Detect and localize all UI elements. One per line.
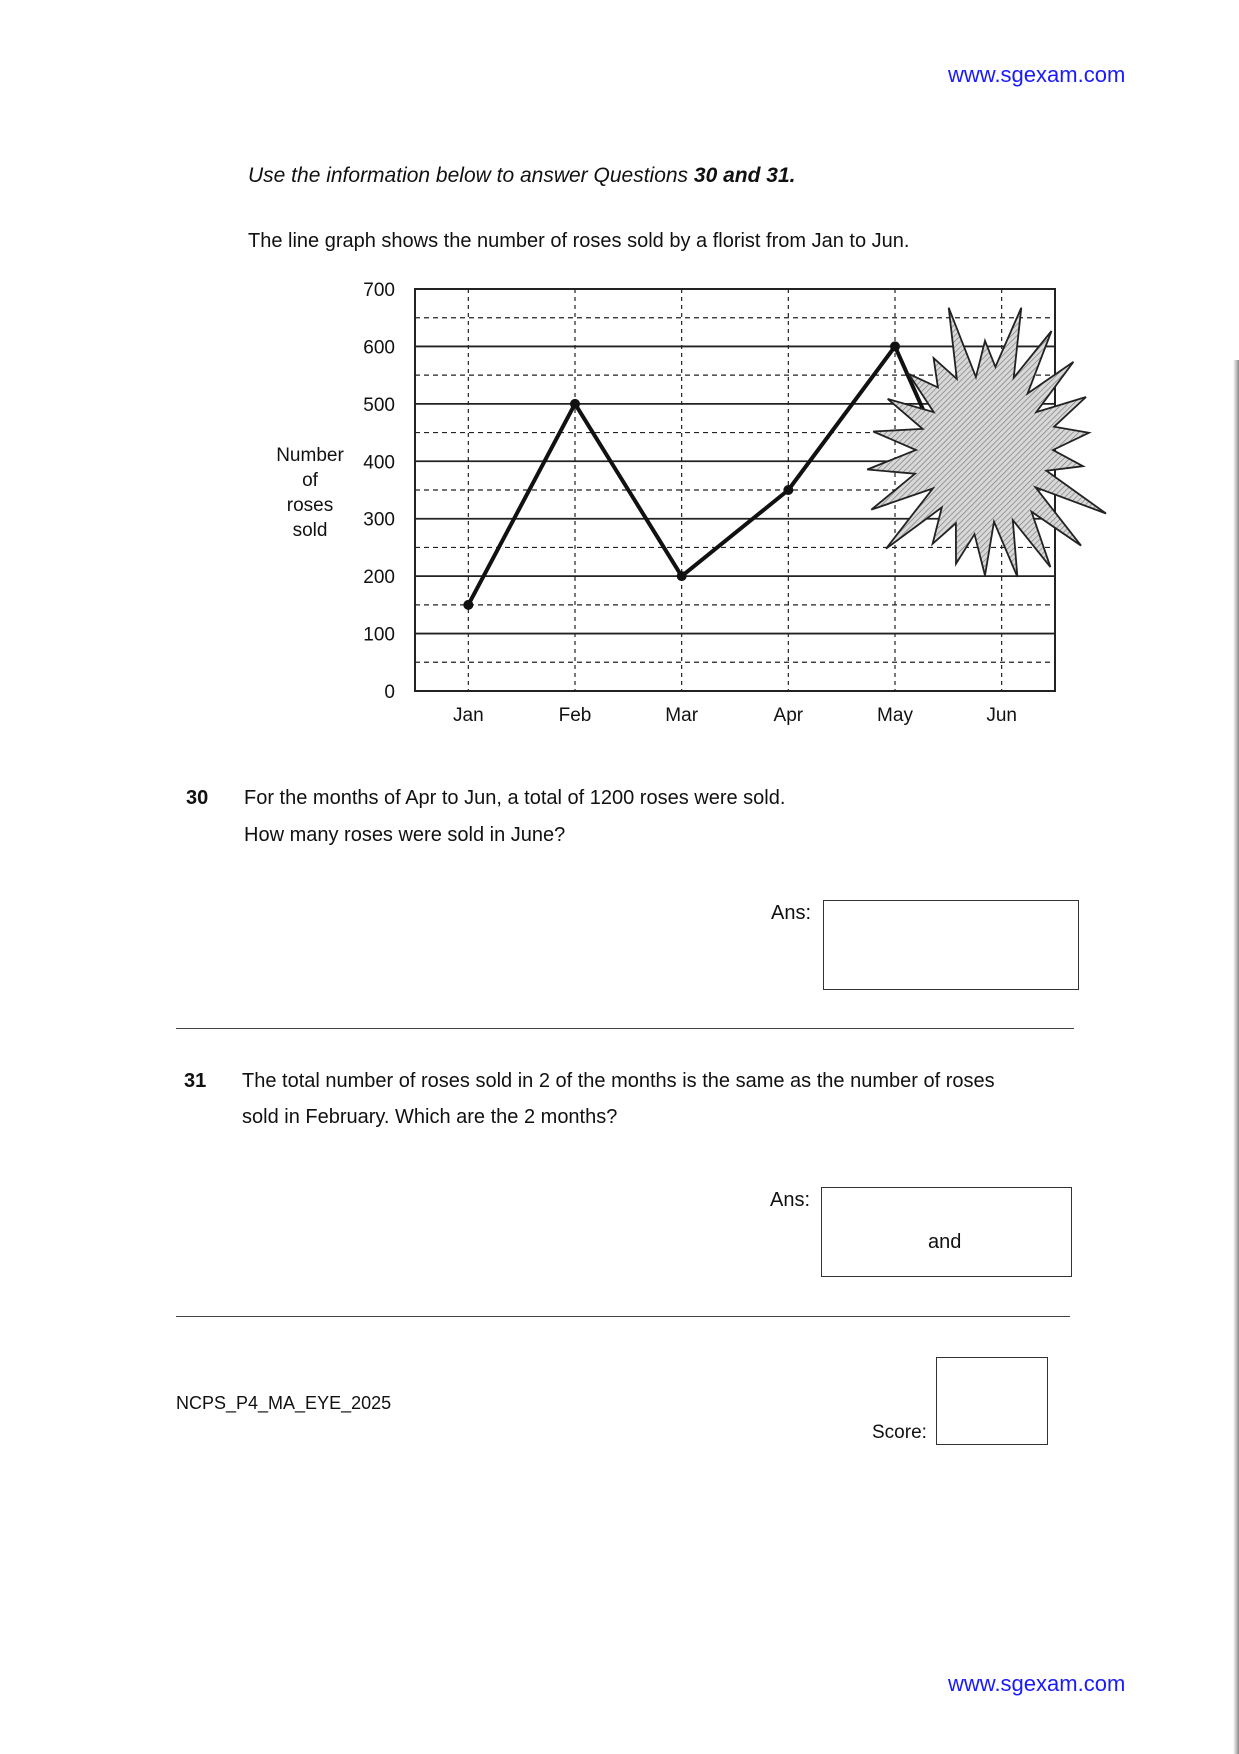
divider-2 xyxy=(176,1316,1070,1317)
score-label: Score: xyxy=(872,1422,927,1443)
question-31-number: 31 xyxy=(184,1070,207,1092)
chart-caption: The line graph shows the number of roses sold by a florist from Jan to Jun. xyxy=(248,230,910,252)
y-tick-label: 700 xyxy=(363,280,395,301)
intro-instruction-bold: 30 and 31. xyxy=(693,164,796,187)
paper-code: NCPS_P4_MA_EYE_2025 xyxy=(176,1393,392,1413)
question-31-line2: sold in February. Which are the 2 months? xyxy=(242,1106,618,1128)
question-30-answer-box[interactable] xyxy=(823,900,1079,990)
score-box[interactable] xyxy=(936,1357,1048,1445)
question-31-and-label: and xyxy=(928,1231,962,1253)
x-tick-label: May xyxy=(877,705,913,726)
question-30-number: 30 xyxy=(186,787,209,809)
y-tick-label: 400 xyxy=(363,452,395,474)
intro-instruction xyxy=(248,164,795,188)
question-31-answer-box[interactable] xyxy=(821,1187,1072,1277)
y-axis-label-line: sold xyxy=(292,520,328,541)
y-tick-label: 100 xyxy=(363,624,395,646)
data-point xyxy=(783,485,793,495)
y-tick-label: 600 xyxy=(363,337,395,359)
question-31-line1: The total number of roses sold in 2 of the months is the same as the number of roses xyxy=(242,1070,995,1092)
y-tick-label: 0 xyxy=(384,682,395,703)
question-30-ans-label: Ans: xyxy=(771,902,812,924)
question-31-ans-label: Ans: xyxy=(770,1189,811,1211)
line-graph xyxy=(250,265,1110,745)
data-point xyxy=(677,571,687,581)
page-edge-shadow xyxy=(1233,360,1239,1754)
y-tick-label: 500 xyxy=(363,394,395,416)
question-30-line1: For the months of Apr to Jun, a total of 1200 roses were sold. xyxy=(244,787,786,809)
y-tick-label: 200 xyxy=(363,567,395,589)
question-30-line2: How many roses were sold in June? xyxy=(244,824,566,846)
watermark-bottom: www.sgexam.com xyxy=(948,1671,1126,1696)
data-point xyxy=(463,600,473,610)
y-axis-label-line: roses xyxy=(286,495,334,516)
intro-instruction-prefix: Use the information below to answer Questions xyxy=(248,164,694,187)
divider-1 xyxy=(176,1028,1074,1029)
x-tick-label: Jan xyxy=(453,705,484,726)
x-tick-labels xyxy=(453,705,1017,726)
x-tick-label: Jun xyxy=(986,705,1017,726)
x-tick-label: Mar xyxy=(665,705,699,726)
y-tick-labels xyxy=(363,280,395,703)
watermark-top: www.sgexam.com xyxy=(948,62,1126,87)
y-axis-label xyxy=(276,445,344,541)
x-tick-label: Feb xyxy=(558,705,592,726)
x-tick-label: Apr xyxy=(773,705,804,726)
y-tick-label: 300 xyxy=(363,509,395,531)
y-axis-label-line: of xyxy=(302,470,318,491)
data-point xyxy=(570,399,580,409)
y-axis-label-line: Number xyxy=(276,445,344,466)
